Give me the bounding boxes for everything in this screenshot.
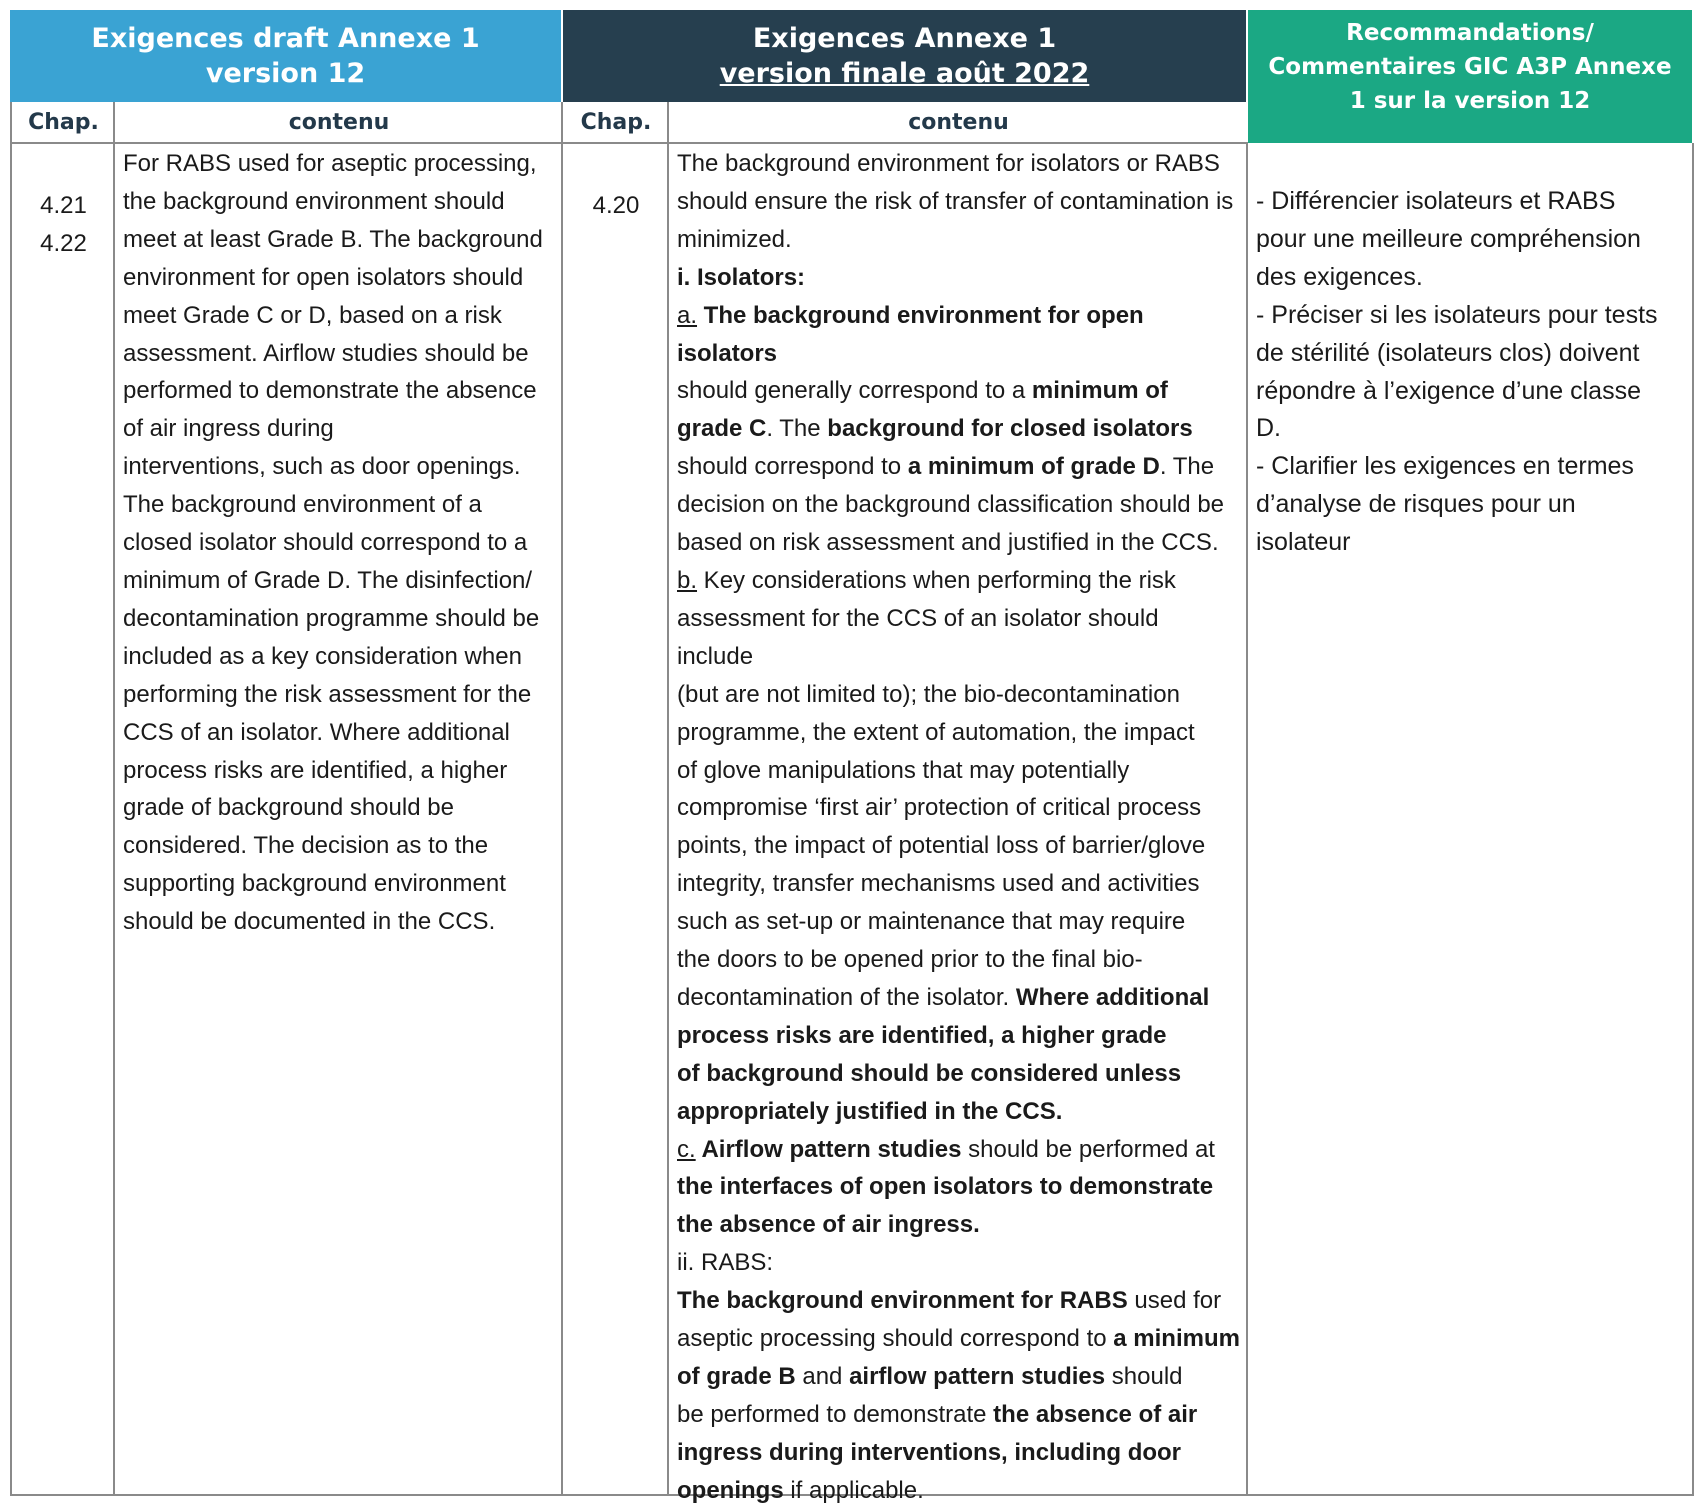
recommendations-header xyxy=(1248,10,1692,143)
contenu-header-draft: contenu xyxy=(113,102,563,144)
chap-header-final: Chap. xyxy=(561,102,669,144)
final-line xyxy=(677,372,1240,410)
final-line-segment: such as set-up or maintenance that may require xyxy=(677,908,1186,936)
final-line-segment: a minimum xyxy=(1113,1325,1240,1353)
final-line-segment: should be performed at xyxy=(961,1135,1215,1163)
final-header xyxy=(563,10,1246,102)
final-line-segment: the interfaces of open isolators to demonstrate xyxy=(677,1173,1214,1201)
final-line xyxy=(677,183,1240,221)
final-line xyxy=(677,1206,1240,1244)
final-line-segment: assessment for the CCS of an isolator should include xyxy=(677,604,1159,670)
final-line-segment: aseptic processing should correspond to xyxy=(677,1325,1114,1353)
draft-line: process risks are identified, a higher xyxy=(123,756,508,784)
recommendation-line: isolateur xyxy=(1256,528,1351,557)
final-line xyxy=(677,448,1240,486)
final-line-segment: minimum of xyxy=(1031,377,1168,405)
draft-header-line-1: Exigences draft Annexe 1 xyxy=(91,23,480,54)
final-line-segment: The background environment for RABS xyxy=(677,1287,1128,1315)
draft-header-line-2: version 12 xyxy=(205,58,366,89)
final-line-segment: grade C xyxy=(677,415,767,443)
final-line xyxy=(677,1244,1240,1282)
final-line-segment: The background environment for isolators or RABS xyxy=(677,150,1220,177)
final-line-segment: of glove manipulations that may potentially xyxy=(677,756,1130,784)
final-line xyxy=(677,941,1240,979)
final-chapter-cell xyxy=(561,143,669,1496)
recommendation-line: répondre à l’exigence d’une classe xyxy=(1256,376,1641,405)
final-line-segment: (but are not limited to); the bio-decontamination xyxy=(677,680,1180,708)
final-line-segment: be performed to demonstrate xyxy=(677,1400,994,1428)
final-line xyxy=(677,145,1240,183)
final-line xyxy=(677,752,1240,790)
draft-chapter-1: 4.21 xyxy=(40,192,87,219)
draft-line: The background environment of a xyxy=(123,491,482,519)
final-line-segment: ingress during interventions, including door xyxy=(677,1438,1182,1466)
final-line-segment: of background should be considered unless xyxy=(677,1059,1182,1087)
final-line-segment: a minimum of grade D xyxy=(907,453,1160,481)
final-line-segment: compromise ‘first air’ protection of critical process xyxy=(677,794,1202,822)
final-line xyxy=(677,410,1240,448)
draft-line: grade of background should be xyxy=(123,794,454,822)
final-line-segment: used for xyxy=(1127,1287,1222,1315)
final-line-segment: decision on the background classification should be xyxy=(677,491,1225,519)
final-line xyxy=(677,1396,1240,1434)
final-line-segment: i. Isolators: xyxy=(677,263,806,291)
final-line-segment: the absence of air ingress. xyxy=(677,1211,980,1239)
final-line xyxy=(677,600,1240,676)
final-line-segment: . The xyxy=(1159,453,1215,481)
recommendation-line: des exigences. xyxy=(1256,262,1423,291)
final-line-segment: of grade B xyxy=(677,1363,796,1390)
draft-content-cell xyxy=(113,143,563,1496)
final-line xyxy=(677,865,1240,903)
final-line-segment: Where additional xyxy=(1015,983,1210,1011)
draft-header xyxy=(10,10,561,102)
final-line-segment: if applicable. xyxy=(783,1476,924,1504)
final-line-segment: ii. RABS: xyxy=(677,1249,774,1277)
chap-header-draft: Chap. xyxy=(10,102,115,144)
draft-line: closed isolator should correspond to a xyxy=(123,529,528,557)
draft-line: supporting background environment xyxy=(123,870,506,898)
final-line-segment: the doors to be opened prior to the final bio- xyxy=(677,946,1143,974)
draft-line: minimum of Grade D. The disinfection/ xyxy=(123,566,533,594)
recommendation-line: - Préciser si les isolateurs pour tests xyxy=(1256,300,1658,329)
final-line-segment: and xyxy=(795,1363,850,1390)
final-line xyxy=(677,259,1240,297)
draft-line: performing the risk assessment for the xyxy=(123,680,532,708)
final-line-segment: openings xyxy=(677,1476,784,1504)
recommendations-cell xyxy=(1246,143,1694,1496)
final-line-segment: background for closed isolators xyxy=(827,415,1193,443)
recommendations-header-line-2: Commentaires GIC A3P Annexe xyxy=(1268,54,1672,80)
final-line xyxy=(677,1282,1240,1320)
draft-line: environment for open isolators should xyxy=(123,263,524,291)
final-line-segment: c. xyxy=(677,1135,696,1163)
final-line-segment: process risks are identified, a higher grade xyxy=(677,1021,1167,1049)
final-header-line-2: version finale août 2022 xyxy=(719,58,1090,89)
final-line xyxy=(677,221,1240,259)
final-line xyxy=(677,1358,1240,1396)
final-line-segment: based on risk assessment and justified in the CCS. xyxy=(677,529,1219,557)
final-content-cell xyxy=(667,143,1248,1504)
contenu-header-final: contenu xyxy=(667,102,1248,144)
final-line-segment: should correspond to xyxy=(677,453,908,481)
final-line-segment: should xyxy=(1105,1363,1183,1390)
draft-line: included as a key consideration when xyxy=(123,642,522,670)
draft-line: interventions, such as door openings. xyxy=(123,453,521,481)
final-line xyxy=(677,297,1240,373)
draft-line: of air ingress during xyxy=(123,415,334,443)
final-line xyxy=(677,486,1240,524)
final-line-segment: points, the impact of potential loss of barrier/glove xyxy=(677,832,1206,860)
draft-chapter-2: 4.22 xyxy=(40,229,87,257)
final-line xyxy=(677,676,1240,714)
final-content xyxy=(677,145,1240,1510)
draft-line: the background environment should xyxy=(123,187,505,215)
recommendation-line: - Différencier isolateurs et RABS xyxy=(1256,187,1616,215)
draft-line: considered. The decision as to the xyxy=(123,832,489,860)
final-line-segment: should generally correspond to a xyxy=(677,377,1032,405)
final-line xyxy=(677,1055,1240,1093)
final-line xyxy=(677,1434,1240,1472)
final-line-segment: . The xyxy=(766,415,828,443)
final-line xyxy=(677,714,1240,752)
final-line-segment: Airflow pattern studies xyxy=(695,1135,962,1163)
final-line-segment: a. xyxy=(677,301,698,329)
final-line xyxy=(677,1320,1240,1358)
final-line-segment: Key considerations when performing the risk xyxy=(697,566,1176,594)
final-chapter: 4.20 xyxy=(592,192,640,219)
final-line xyxy=(677,827,1240,865)
final-line-segment: airflow pattern studies xyxy=(849,1363,1106,1390)
final-line xyxy=(677,789,1240,827)
recommendations-header-line-1: Recommandations/ xyxy=(1346,20,1594,46)
recommendation-line: D. xyxy=(1256,414,1281,443)
draft-line: should be documented in the CCS. xyxy=(123,908,496,936)
recommendations-content xyxy=(1256,183,1684,562)
final-line xyxy=(677,524,1240,562)
draft-line: assessment. Airflow studies should be xyxy=(123,339,529,367)
final-line xyxy=(677,1168,1240,1206)
recommendation-line: pour une meilleure compréhension xyxy=(1256,224,1641,253)
recommendation-line: - Clarifier les exigences en termes xyxy=(1256,452,1634,481)
final-line-segment: b. xyxy=(677,566,698,594)
final-line xyxy=(677,903,1240,941)
final-line xyxy=(677,979,1240,1017)
final-line xyxy=(677,1093,1240,1131)
final-line xyxy=(677,1131,1240,1169)
final-line xyxy=(677,1017,1240,1055)
draft-line: decontamination programme should be xyxy=(123,604,540,632)
final-line xyxy=(677,562,1240,600)
draft-line: performed to demonstrate the absence xyxy=(123,377,537,405)
draft-line: For RABS used for aseptic processing, xyxy=(123,150,537,177)
final-line-segment: minimized. xyxy=(677,225,792,253)
draft-content xyxy=(123,145,555,941)
draft-line: meet Grade C or D, based on a risk xyxy=(123,301,502,329)
final-line-segment: appropriately justified in the CCS. xyxy=(677,1097,1063,1125)
recommendation-line: de stérilité (isolateurs clos) doivent xyxy=(1256,338,1640,367)
final-header-line-1: Exigences Annexe 1 xyxy=(752,23,1057,54)
draft-line: CCS of an isolator. Where additional xyxy=(123,718,510,746)
recommendations-header-line-3: 1 sur la version 12 xyxy=(1349,88,1591,114)
final-line-segment: programme, the extent of automation, the impact xyxy=(677,718,1195,746)
final-line-segment: should ensure the risk of transfer of contamination is xyxy=(677,187,1234,215)
final-line-segment: decontamination of the isolator. xyxy=(677,983,1016,1011)
final-line-segment: The background environment for open isolators xyxy=(677,301,1144,367)
final-line-segment: integrity, transfer mechanisms used and activities xyxy=(677,870,1200,898)
draft-chapter-cell xyxy=(10,143,115,1496)
draft-line: meet at least Grade B. The background xyxy=(123,225,543,253)
recommendation-line: d’analyse de risques pour un xyxy=(1256,490,1576,519)
final-line-segment: the absence of air xyxy=(993,1400,1198,1428)
